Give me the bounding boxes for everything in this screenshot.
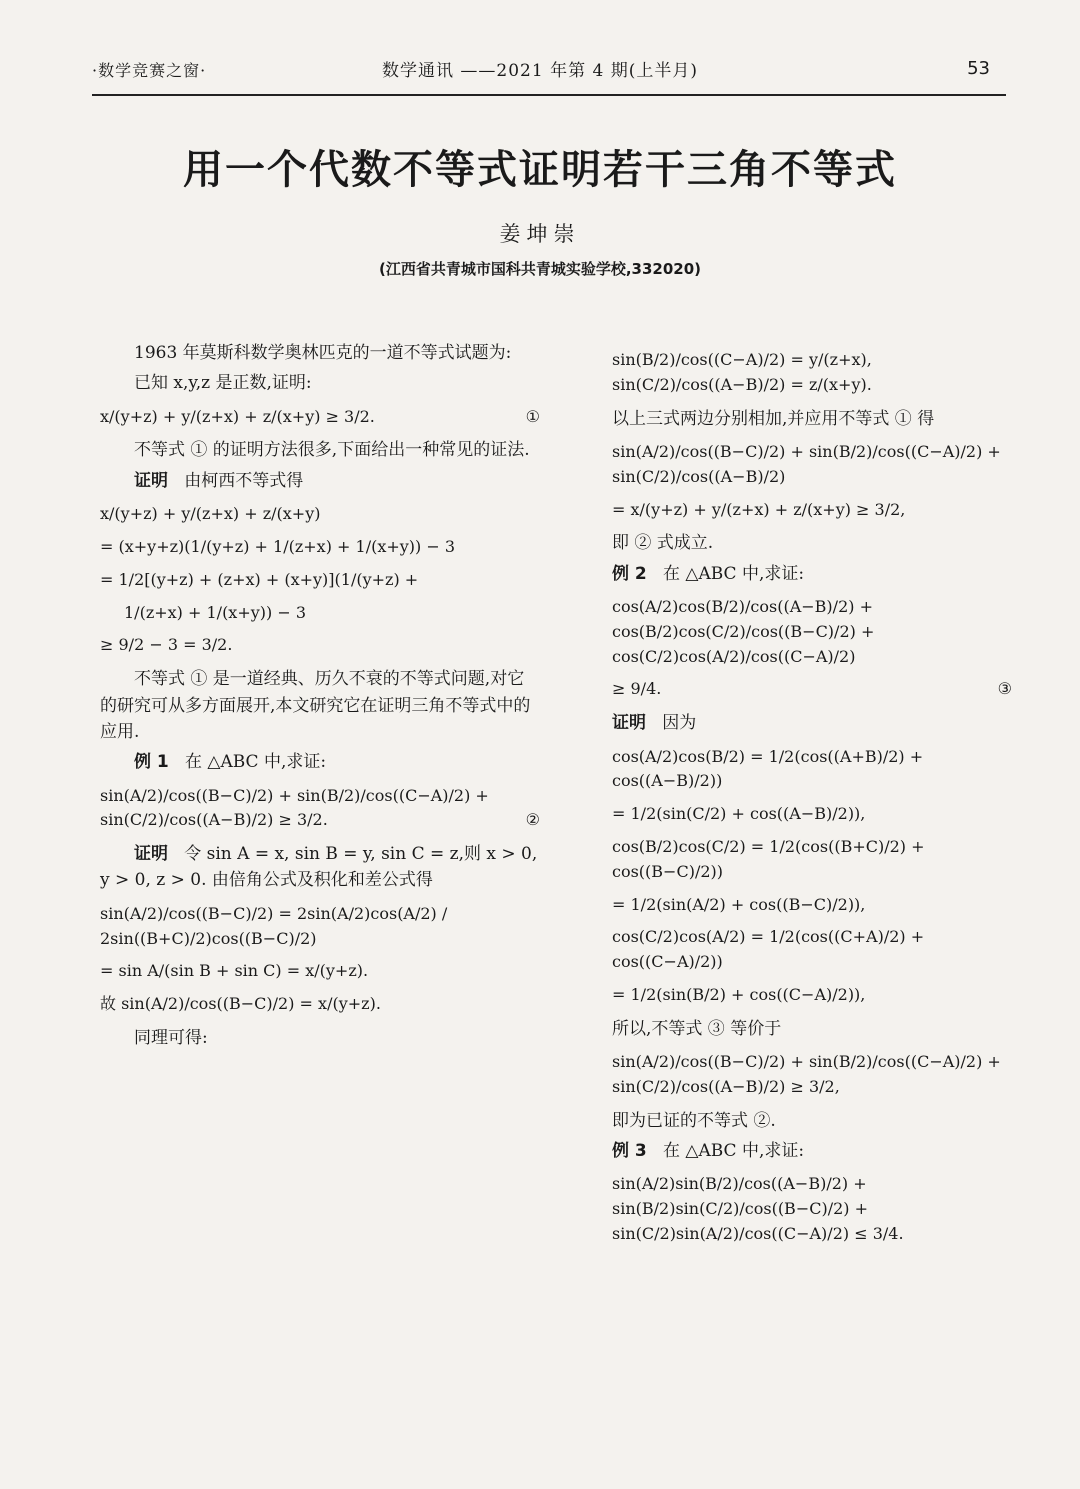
right-line-2: 以上三式两边分别相加,并应用不等式 ① 得	[612, 408, 935, 429]
author-name: 姜坤崇	[499, 222, 581, 246]
proof-2-intro	[100, 841, 540, 894]
proof-3-line-5: cos(C/2)cos(A/2) = 1/2(cos((C+A)/2) + cos((C−A)/2))	[612, 927, 925, 972]
proof-3-line-9: 即为已证的不等式 ②.	[612, 1110, 776, 1131]
example-3-inequality: sin(A/2)sin(B/2)/cos((A−B)/2) + sin(B/2)sin(C/2)/cos((B−C)/2) + sin(C/2)sin(A/2)/cos((C−A)/2) ≤ 3/4.	[612, 1174, 904, 1243]
proof-3-line-4: = 1/2(sin(A/2) + cos((B−C)/2)),	[612, 894, 866, 914]
article-title: 用一个代数不等式证明若干三角不等式	[183, 147, 897, 193]
proof-2-line-2: = sin A/(sin B + sin C) = x/(y+z).	[100, 961, 369, 981]
page-number: 53	[967, 58, 990, 79]
right-column	[612, 340, 1012, 1255]
inequality-1-tag: ①	[525, 406, 540, 426]
right-line-5: 即 ② 式成立.	[612, 533, 714, 554]
left-column	[100, 340, 540, 1055]
proof-line-3: = 1/2[(y+z) + (z+x) + (x+y)](1/(y+z) +	[100, 569, 419, 589]
example-3-heading	[612, 1138, 1012, 1164]
proof-3-line-1: cos(A/2)cos(B/2) = 1/2(cos((A+B)/2) + cos((A−B)/2))	[612, 746, 924, 791]
proof-3-label: 证明	[612, 713, 646, 734]
proof-line-4: 1/(z+x) + 1/(x+y)) − 3	[124, 602, 307, 622]
proof-1-text: 由柯西不等式得	[184, 470, 304, 491]
example-1-label: 例 1	[134, 752, 169, 773]
inequality-1-expr: x/(y+z) + y/(z+x) + z/(x+y) ≥ 3/2.	[100, 406, 375, 426]
proof-2-line-3: 故 sin(A/2)/cos((B−C)/2) = x/(y+z).	[100, 994, 381, 1014]
section-name: ·数学竞赛之窗·	[92, 61, 207, 80]
methods-paragraph: 不等式 ① 的证明方法很多,下面给出一种常见的证法.	[134, 440, 530, 461]
example-2-tag: ③	[997, 679, 1012, 699]
similar-text: 同理可得:	[134, 1028, 208, 1048]
proof-3-line-6: = 1/2(sin(B/2) + cos((C−A)/2)),	[612, 984, 866, 1004]
proof-1-intro	[100, 468, 540, 494]
author-affiliation: (江西省共青城市国科共青城实验学校,332020)	[378, 260, 702, 278]
right-line-4: = x/(y+z) + y/(z+x) + z/(x+y) ≥ 3/2,	[612, 499, 906, 519]
proof-2-text: 令 sin A = x, sin B = y, sin C = z,则 x > 0, y > 0, z > 0. 由倍角公式及积化和差公式得	[100, 844, 538, 891]
proof-3-line-3: cos(B/2)cos(C/2) = 1/2(cos((B+C)/2) + cos((B−C)/2))	[612, 836, 925, 881]
example-3-label: 例 3	[612, 1141, 647, 1161]
proof-3-intro	[612, 710, 1012, 736]
right-line-3: sin(A/2)/cos((B−C)/2) + sin(B/2)/cos((C−A)/2) + sin(C/2)/cos((A−B)/2)	[612, 441, 1001, 486]
proof-line-2: = (x+y+z)(1/(y+z) + 1/(z+x) + 1/(x+y)) − 3	[100, 536, 456, 556]
example-2-expr-end: ≥ 9/4.	[612, 679, 662, 699]
example-1-heading	[100, 749, 540, 775]
running-header	[92, 52, 1006, 96]
example-1-tag: ②	[525, 810, 540, 830]
example-1-inequality	[100, 784, 540, 834]
example-2-heading	[612, 561, 1012, 587]
example-1-expr: sin(A/2)/cos((B−C)/2) + sin(B/2)/cos((C−A)/2) + sin(C/2)/cos((A−B)/2) ≥ 3/2.	[100, 785, 489, 830]
proof-2-line-1: sin(A/2)/cos((B−C)/2) = 2sin(A/2)cos(A/2) / 2sin((B+C)/2)cos((B−C)/2)	[100, 903, 448, 948]
classic-paragraph: 不等式 ① 是一道经典、历久不衰的不等式问题,对它的研究可从多方面展开,本文研究它在证明三角不等式中的应用.	[100, 669, 531, 742]
proof-2-label: 证明	[134, 844, 168, 865]
right-line-1: sin(B/2)/cos((C−A)/2) = y/(z+x), sin(C/2)/cos((A−B)/2) = z/(x+y).	[612, 350, 872, 394]
proof-3-text: 因为	[662, 713, 697, 734]
example-1-text: 在 △ABC 中,求证:	[184, 752, 327, 773]
proof-line-5: ≥ 9/2 − 3 = 3/2.	[100, 635, 233, 655]
proof-3-line-7: 所以,不等式 ③ 等价于	[612, 1018, 782, 1039]
proof-line-1: x/(y+z) + y/(z+x) + z/(x+y)	[100, 504, 321, 524]
proof-label: 证明	[134, 470, 168, 491]
example-2-text: 在 △ABC 中,求证:	[662, 563, 805, 584]
example-3-text: 在 △ABC 中,求证:	[662, 1141, 805, 1161]
example-2-inequality: cos(A/2)cos(B/2)/cos((A−B)/2) + cos(B/2)cos(C/2)/cos((B−C)/2) + cos(C/2)cos(A/2)/cos((C−A)/2)	[612, 597, 875, 666]
inequality-1	[100, 405, 540, 430]
journal-issue: 数学通讯 ——2021 年第 4 期(上半月)	[382, 61, 698, 81]
intro-paragraph: 1963 年莫斯科数学奥林匹克的一道不等式试题为:	[134, 343, 512, 363]
given-statement: 已知 x,y,z 是正数,证明:	[134, 373, 312, 394]
example-2-inequality-end	[612, 677, 1012, 702]
proof-3-line-2: = 1/2(sin(C/2) + cos((A−B)/2)),	[612, 804, 866, 824]
example-2-label: 例 2	[612, 563, 647, 584]
proof-3-line-8: sin(A/2)/cos((B−C)/2) + sin(B/2)/cos((C−A)/2) + sin(C/2)/cos((A−B)/2) ≥ 3/2,	[612, 1052, 1001, 1096]
